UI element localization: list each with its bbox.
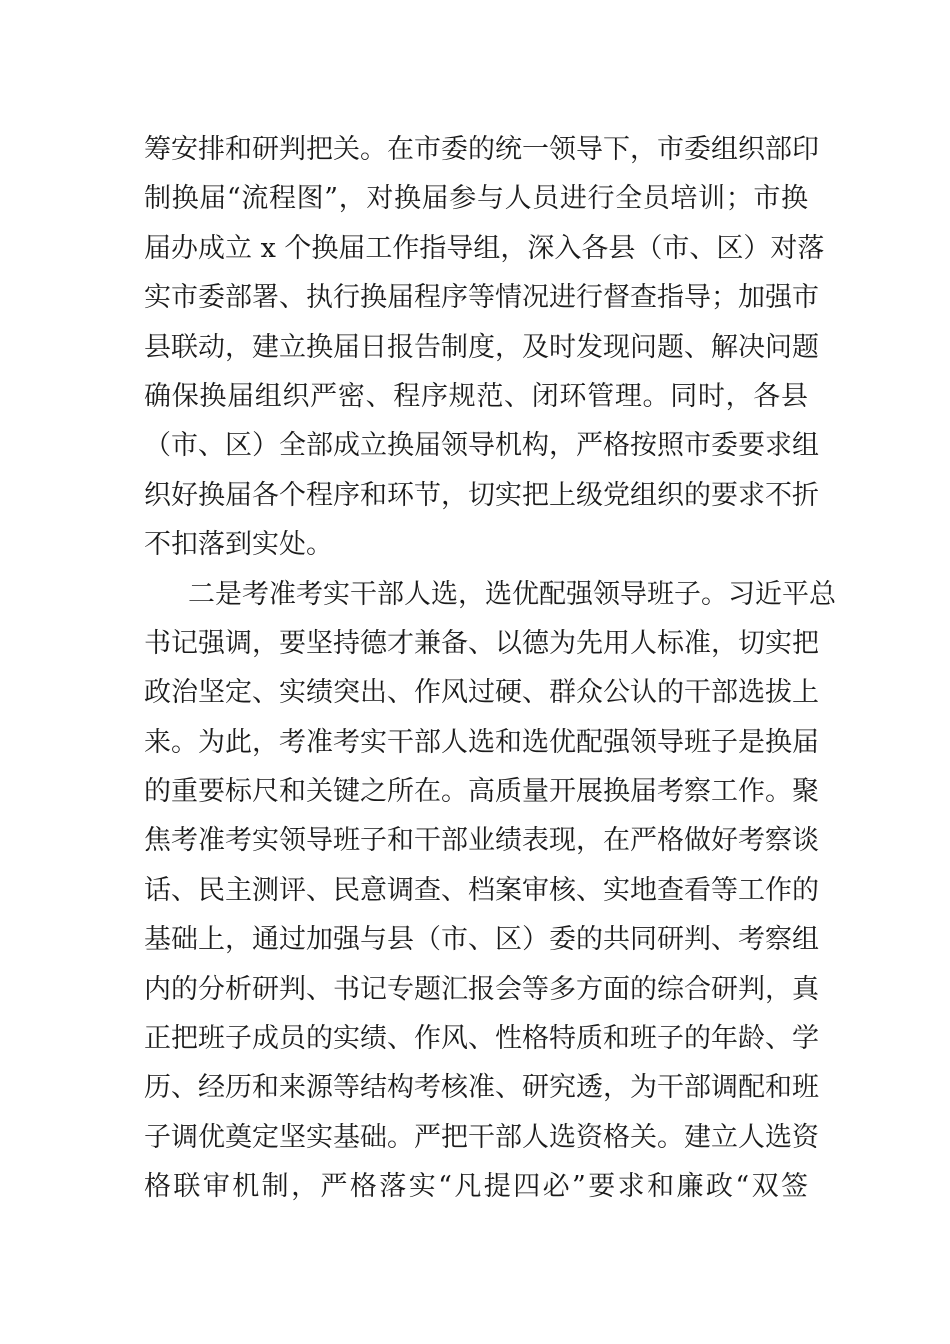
- text-line: 书记强调，要坚持德才兼备、以德为先用人标准，切实把: [144, 627, 819, 659]
- text-line: 正把班子成员的实绩、作风、性格特质和班子的年龄、学: [144, 1023, 819, 1055]
- text-line: 来。为此，考准考实干部人选和选优配强领导班子是换届: [144, 726, 819, 758]
- text-line: 历、经历和来源等结构考核准、研究透，为干部调配和班: [144, 1072, 819, 1104]
- text-line: 焦考准考实领导班子和干部业绩表现，在严格做好考察谈: [144, 825, 819, 857]
- text-line: 筹安排和研判把关。在市委的统一领导下，市委组织部印: [144, 134, 819, 165]
- text-line: 织好换届各个程序和环节，切实把上级党组织的要求不折: [144, 479, 819, 511]
- text-line: 县联动，建立换届日报告制度，及时发现问题、解决问题: [144, 331, 819, 363]
- text-line: 制换届“流程图”，对换届参与人员进行全员培训；市换: [144, 183, 808, 215]
- body-text: [144, 125, 836, 1212]
- paragraph-end-line: 不扣落到实处。: [144, 529, 333, 561]
- text-line: 子调优奠定坚实基础。严把干部人选资格关。建立人选资: [144, 1121, 819, 1153]
- text-line: 的重要标尺和关键之所在。高质量开展换届考察工作。聚: [144, 776, 819, 808]
- text-line: 确保换届组织严密、程序规范、闭环管理。同时，各县: [144, 380, 808, 412]
- text-line: 政治坚定、实绩突出、作风过硬、群众公认的干部选拔上: [144, 677, 819, 709]
- text-line: 基础上，通过加强与县（市、区）委的共同研判、考察组: [144, 924, 819, 956]
- text-line: 届办成立 x 个换届工作指导组，深入各县（市、区）对落: [144, 232, 825, 264]
- text-line: 内的分析研判、书记专题汇报会等多方面的综合研判，真: [144, 973, 819, 1005]
- text-line: 格联审机制，严格落实“凡提四必”要求和廉政“双签: [144, 1171, 808, 1203]
- text-line: （市、区）全部成立换届领导机构，严格按照市委要求组: [144, 430, 819, 462]
- text-line: 话、民主测评、民意调查、档案审核、实地查看等工作的: [144, 874, 819, 906]
- text-line: 实市委部署、执行换届程序等情况进行督查指导；加强市: [144, 282, 819, 314]
- paragraph-start-line: 二是考准考实干部人选，选优配强领导班子。习近平总: [188, 578, 836, 610]
